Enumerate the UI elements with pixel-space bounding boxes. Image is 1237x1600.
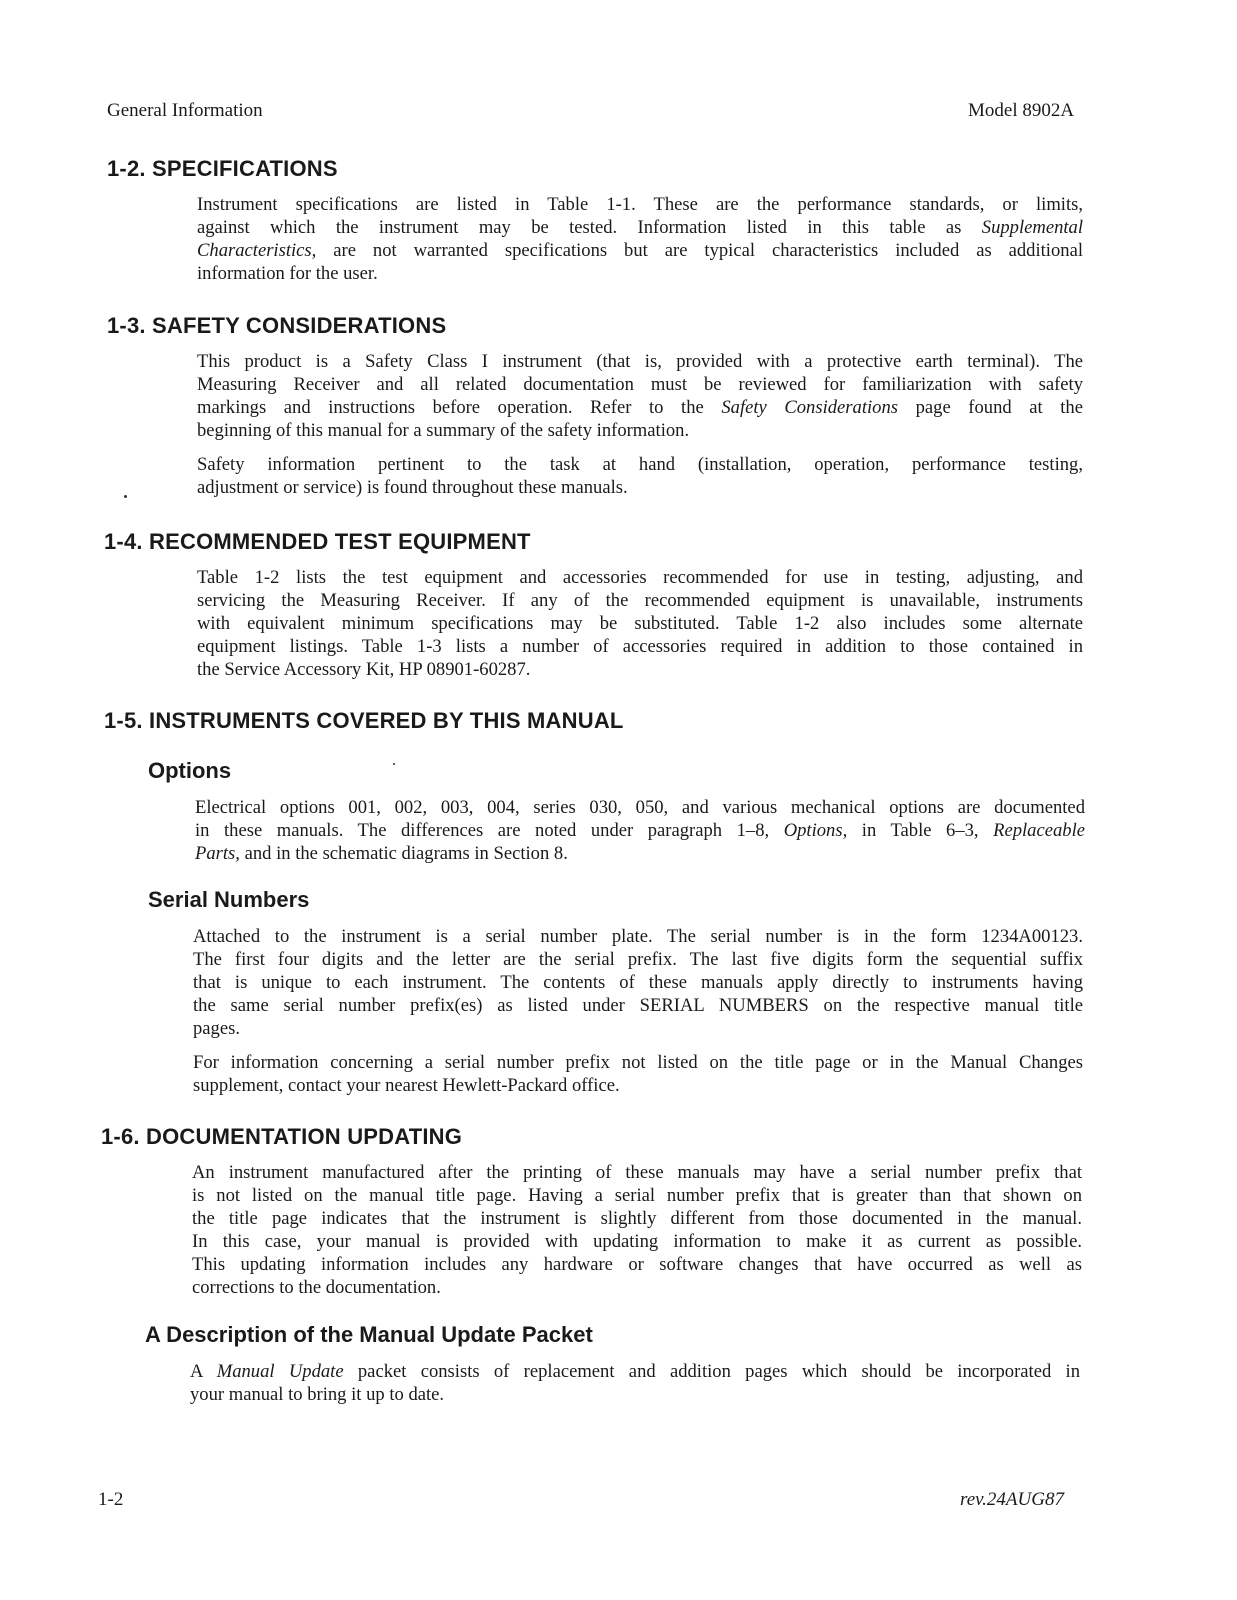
italic-term: Replaceable <box>993 820 1085 841</box>
serial-numbers-paragraph-1 <box>193 925 1083 1040</box>
page-number: 1-2 <box>98 1489 124 1510</box>
text-line: pages. <box>193 1018 240 1039</box>
text-run: packet consists of replacement and addition pages which should be incorporated in <box>343 1361 1081 1382</box>
text-line <box>195 819 1085 842</box>
text-line: In this case, your manual is provided with updating information to make it as current as possible. <box>192 1231 1082 1252</box>
text-line: Instrument specifications are listed in Table 1-1. These are the performance standards, or limits, <box>197 194 1083 215</box>
italic-term: Manual Update <box>216 1361 344 1382</box>
text-line: This product is a Safety Class I instrument (that is, provided with a protective earth terminal). The <box>197 351 1083 372</box>
text-run: in these manuals. The differences are noted under paragraph 1–8, <box>195 820 784 841</box>
scan-speck <box>393 763 395 765</box>
text-line: your manual to bring it up to date. <box>190 1384 445 1405</box>
subsection-heading-serial-numbers: Serial Numbers <box>148 887 310 912</box>
italic-term: Safety Considerations <box>721 397 899 418</box>
test-equipment-paragraph <box>197 566 1083 681</box>
manual-update-packet-paragraph <box>190 1360 1080 1406</box>
italic-term: Parts, <box>195 843 240 864</box>
text-line: The first four digits and the letter are the serial prefix. The last five digits form the sequential suffix <box>193 949 1083 970</box>
italic-term: Options, <box>783 820 848 841</box>
text-line: This updating information includes any hardware or software changes that have occurred as well as <box>192 1254 1082 1275</box>
text-run: markings and instructions before operation. Refer to the <box>197 397 722 418</box>
text-line: servicing the Measuring Receiver. If any of the recommended equipment is unavailable, instruments <box>197 590 1083 611</box>
text-line: Safety information pertinent to the task at hand (installation, operation, performance testing, <box>197 454 1083 475</box>
text-run: and in the schematic diagrams in Section 8. <box>239 843 568 864</box>
running-header-model: Model 8902A <box>968 100 1075 121</box>
safety-paragraph-1 <box>197 350 1083 442</box>
text-line: corrections to the documentation. <box>192 1277 441 1298</box>
text-line: with equivalent minimum specifications may be substituted. Table 1-2 also includes some alternate <box>197 613 1083 634</box>
text-line: information for the user. <box>197 263 378 284</box>
documentation-updating-paragraph <box>192 1161 1082 1299</box>
text-line: equipment listings. Table 1-3 lists a number of accessories required in addition to those contained in <box>197 636 1083 657</box>
text-line: An instrument manufactured after the printing of these manuals may have a serial number prefix that <box>192 1162 1082 1183</box>
text-line: the same serial number prefix(es) as listed under SERIAL NUMBERS on the respective manual title <box>193 995 1083 1016</box>
options-paragraph <box>195 796 1085 865</box>
serial-numbers-paragraph-2 <box>193 1051 1083 1097</box>
text-line <box>197 239 1083 262</box>
text-run: A <box>190 1361 217 1382</box>
text-run: are not warranted specifications but are typical characteristics included as additional <box>316 240 1083 261</box>
text-line: Table 1-2 lists the test equipment and accessories recommended for use in testing, adjusting, and <box>197 567 1083 588</box>
revision-date: rev.24AUG87 <box>960 1489 1064 1510</box>
safety-paragraph-2 <box>197 453 1083 499</box>
text-line: the Service Accessory Kit, HP 08901-60287. <box>197 659 531 680</box>
text-line: supplement, contact your nearest Hewlett-Packard office. <box>193 1075 620 1096</box>
section-heading-specifications: 1-2. SPECIFICATIONS <box>107 156 338 181</box>
text-line: the title page indicates that the instrument is slightly different from those documented in the manual. <box>192 1208 1082 1229</box>
subsection-heading-manual-update-packet: A Description of the Manual Update Packet <box>145 1322 593 1347</box>
text-line <box>197 216 1083 239</box>
text-run: page found at the <box>898 397 1083 418</box>
text-line: adjustment or service) is found throughout these manuals. <box>197 477 628 498</box>
italic-term: Characteristics, <box>197 240 317 261</box>
text-run: in Table 6–3, <box>847 820 994 841</box>
scan-speck <box>124 495 127 498</box>
text-line: For information concerning a serial number prefix not listed on the title page or in the Manual Changes <box>193 1052 1083 1073</box>
section-heading-documentation-updating: 1-6. DOCUMENTATION UPDATING <box>101 1124 463 1149</box>
italic-term: Supplemental <box>981 217 1083 238</box>
text-line: Measuring Receiver and all related documentation must be reviewed for familiarization with safety <box>197 374 1083 395</box>
section-heading-instruments-covered: 1-5. INSTRUMENTS COVERED BY THIS MANUAL <box>104 708 624 733</box>
section-heading-safety: 1-3. SAFETY CONSIDERATIONS <box>107 313 447 338</box>
text-line: is not listed on the manual title page. Having a serial number prefix that is greater than that shown on <box>192 1185 1082 1206</box>
running-header-section: General Information <box>107 100 263 121</box>
text-line: beginning of this manual for a summary of the safety information. <box>197 420 690 441</box>
text-line <box>190 1360 1080 1383</box>
text-line <box>195 842 1085 865</box>
text-line: Attached to the instrument is a serial number plate. The serial number is in the form 1234A00123. <box>193 926 1083 947</box>
section-heading-test-equipment: 1-4. RECOMMENDED TEST EQUIPMENT <box>104 529 531 554</box>
text-line: Electrical options 001, 002, 003, 004, series 030, 050, and various mechanical options are documented <box>195 797 1085 818</box>
text-run: against which the instrument may be tested. Information listed in this table as <box>197 217 982 238</box>
text-line <box>197 396 1083 419</box>
subsection-heading-options: Options <box>148 758 232 783</box>
specifications-paragraph <box>197 193 1083 285</box>
text-line: that is unique to each instrument. The contents of these manuals apply directly to instruments having <box>193 972 1083 993</box>
